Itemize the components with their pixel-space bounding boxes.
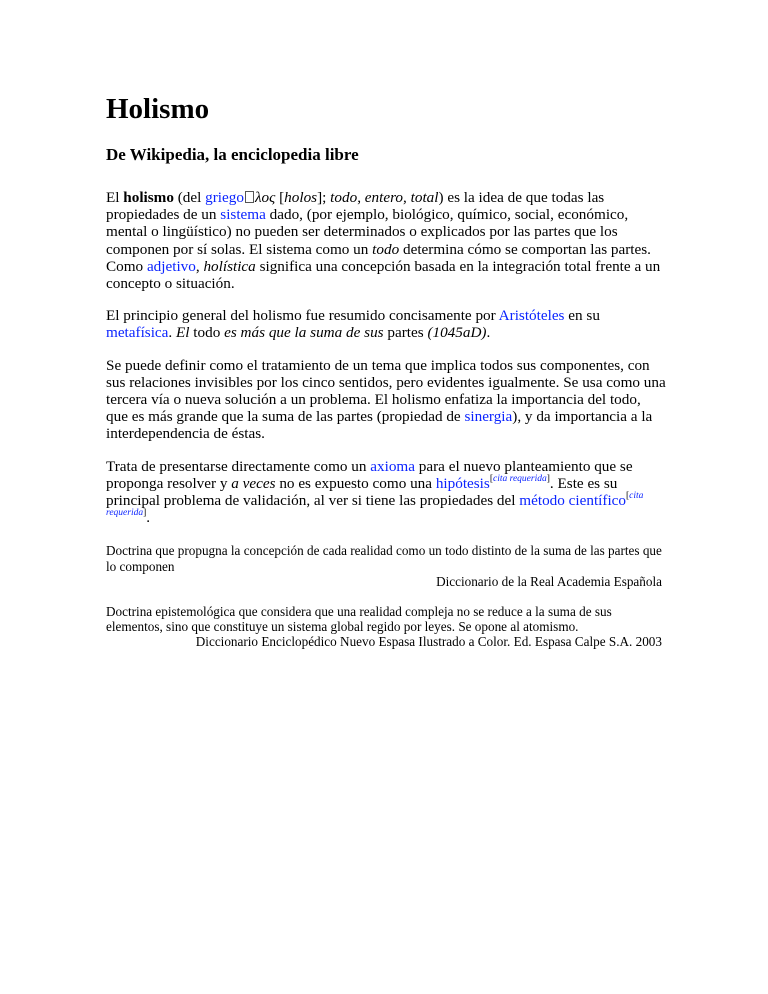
page-title: Holismo <box>106 93 210 125</box>
quote-espasa-source: Diccionario Enciclopédico Nuevo Espasa Ilustrado a Color. Ed. Espasa Calpe S.A. 2003 <box>195 634 662 650</box>
link-griego[interactable]: griego <box>205 189 244 206</box>
link-sistema[interactable]: sistema <box>220 206 266 224</box>
greek-word: λος <box>254 189 276 206</box>
link-sinergia[interactable]: sinergia <box>464 408 513 426</box>
citation-needed[interactable]: [cita requerida] <box>489 473 550 484</box>
page-subtitle: De Wikipedia, la enciclopedia libre <box>106 145 359 164</box>
link-aristoteles[interactable]: Aristóteles <box>498 307 565 325</box>
link-metafisica[interactable]: metafísica <box>106 324 169 342</box>
link-hipotesis[interactable]: hipótesis <box>435 474 490 492</box>
link-metodo-cientifico[interactable]: método científico <box>519 492 626 510</box>
link-axioma[interactable]: axioma <box>370 457 415 475</box>
missing-glyph-icon <box>245 191 254 203</box>
quote-espasa: Doctrina epistemológica que considera que una realidad compleja no se reduce a la suma de sus elementos, sino que constituye un sistema global regido por leyes. Se opone al atomismo. <box>106 603 612 635</box>
article <box>106 92 666 650</box>
paragraph-principle: El principio general del holismo fue resumido concisamente por Aristóteles en su metafísica. El todo es más que la suma de sus partes (1045aD). <box>106 307 600 342</box>
paragraph-definition: Se puede definir como el tratamiento de un tema que implica todos sus componentes, con sus relaciones invisibles por los cinco sentidos, pero evidentes igualmente. Se usa como una tercera vía o nueva solución a un problema. El holismo enfatiza la importancia del todo, que es más grande que la suma de las partes (propiedad de sinergia), y da importancia a la interdependencia de éstas. <box>106 356 666 443</box>
bold-term: holismo <box>123 189 174 206</box>
quote-rae: Doctrina que propugna la concepción de cada realidad como un todo distinto de la suma de las partes que lo componen <box>106 543 662 574</box>
citation-needed[interactable]: [cita requerida] <box>106 491 644 519</box>
quote-rae-source: Diccionario de la Real Academia Española <box>436 574 662 590</box>
link-adjetivo[interactable]: adjetivo <box>146 257 196 275</box>
paragraph-intro: El holismo (del griego λος [holos]; todo, entero, total) es la idea de que todas las propiedades de un sistema dado, (por ejemplo, biológico, químico, social, económico, mental o lingüístico) no pueden ser determinados o explicados por las partes que los componen por sí solas. El sistema como un todo determina cómo se comportan las partes. Como adjetivo, holística significa una concepción basada en la integración total frente a un concepto o situación. <box>106 189 661 293</box>
paragraph-axiom: Trata de presentarse directamente como un axioma para el nuevo planteamiento que se proponga resolver y a veces no es expuesto como una hipótesis[cita requerida]. Este es su principal problema de validación, al ver si tiene las propiedades del método científico[cita requerida]. <box>106 457 644 527</box>
